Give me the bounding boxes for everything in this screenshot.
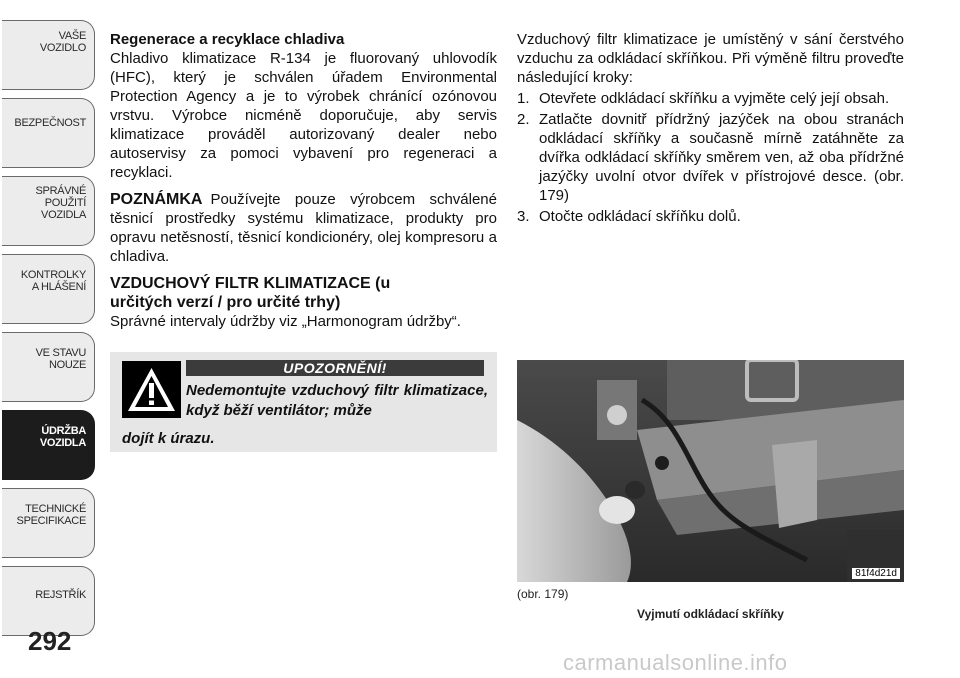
- step-number: 1.: [517, 90, 530, 107]
- note-label: POZNÁMKA: [110, 191, 203, 208]
- step-number: 2.: [517, 111, 530, 128]
- filter-intro: Správné intervaly údržby viz „Harmonogram údržby“.: [110, 313, 461, 330]
- figure-reference: (obr. 179): [517, 587, 569, 601]
- tab-label: SPRÁVNÉ: [35, 185, 86, 197]
- tab-label: VOZIDLA: [41, 209, 86, 221]
- step-item: [517, 89, 904, 108]
- paragraph-regeneration: Chladivo klimatizace R-134 je fluorovaný uhlovodík (HFC), který je schválen úřadem Environmental Protection Agency a je to výrobek chránící ozónovou vrstvu. Výrobce nicméně doporučuje, aby servis klimatizace prováděl autorizovaný dealer nebo autoservisy za pomoci vybavení pro regeneraci a recyklaci.: [110, 50, 497, 181]
- tab-spravne-pouziti[interactable]: [2, 176, 95, 246]
- heading-air-filter: [110, 274, 497, 312]
- steps-list: [517, 89, 904, 226]
- tab-label: VE STAVU: [35, 347, 86, 359]
- step-text: Otočte odkládací skříňku dolů.: [539, 208, 741, 225]
- warning-box: [110, 352, 497, 452]
- heading-regeneration: Regenerace a recyklace chladiva: [110, 31, 345, 48]
- tab-label: VAŠE: [58, 30, 86, 42]
- watermark: carmanualsonline.info: [563, 650, 788, 675]
- note-text: Používejte pouze výrobcem schválené těsnicí prostředky systému klimatizace, produkty pro opravu netěsností, těsnicí kondicionéry, olej kompresoru a chladiva.: [110, 191, 497, 265]
- tab-bezpecnost[interactable]: [2, 98, 95, 168]
- step-item: [517, 110, 904, 205]
- left-column: [110, 30, 497, 331]
- tab-label: VOZIDLA: [39, 437, 86, 449]
- step-text: Zatlačte dovnitř přídržný jazýček na obou stranách odkládací skříňky a současně mírně zatáhněte za dvířka odkládací skříňky směrem ven, až oba přídržné jazýčky uvolní otvor dvířek v přístrojové desce. (obr. 179): [539, 111, 904, 204]
- right-column: [517, 30, 904, 228]
- filter-location-intro: Vzduchový filtr klimatizace je umístěný v sání čerstvého vzduchu za odkládací skříňkou. Při výměně filtru proveďte následující kroky:: [517, 31, 904, 86]
- heading-air-filter-line1: VZDUCHOVÝ FILTR KLIMATIZACE (u: [110, 275, 391, 292]
- warning-text: Nedemontujte vzduchový filtr klimatizace, když běží ventilátor; může: [186, 382, 488, 419]
- tab-label: KONTROLKY: [20, 269, 86, 281]
- heading-air-filter-line2: určitých verzí / pro určité trhy): [110, 294, 341, 311]
- step-number: 3.: [517, 208, 530, 225]
- page-number: 292: [28, 626, 72, 656]
- glovebox-photo-illustration: [517, 360, 904, 582]
- step-text: Otevřete odkládací skříňku a vyjměte celý její obsah.: [539, 90, 890, 107]
- figure-glovebox-removal: [517, 360, 904, 582]
- tab-label: NOUZE: [48, 359, 86, 371]
- tab-label: SPECIFIKACE: [16, 515, 86, 527]
- tab-label: TECHNICKÉ: [25, 503, 86, 515]
- tab-label: POUŽITÍ: [44, 197, 86, 209]
- warning-text-continued: dojít k úrazu.: [122, 430, 215, 447]
- tab-label: REJSTŘÍK: [35, 589, 86, 601]
- tab-vase-vozidlo[interactable]: [2, 20, 95, 90]
- tab-technicke-specifikace[interactable]: [2, 488, 95, 558]
- tab-ve-stavu-nouze[interactable]: [2, 332, 95, 402]
- note: [110, 190, 497, 266]
- tab-label: VOZIDLO: [39, 42, 86, 54]
- tab-label: BEZPEČNOST: [14, 117, 86, 129]
- step-item: [517, 207, 904, 226]
- tab-kontrolky[interactable]: [2, 254, 95, 324]
- tab-label: ÚDRŽBA: [41, 425, 86, 437]
- warning-title: UPOZORNĚNÍ!: [186, 360, 484, 376]
- figure-caption: Vyjmutí odkládací skříňky: [637, 607, 784, 621]
- warning-triangle-icon: [122, 361, 181, 418]
- figure-code: 81f4d21d: [852, 568, 900, 579]
- tab-udrzba-vozidla[interactable]: [2, 410, 95, 480]
- tab-label: A HLÁŠENÍ: [31, 281, 86, 293]
